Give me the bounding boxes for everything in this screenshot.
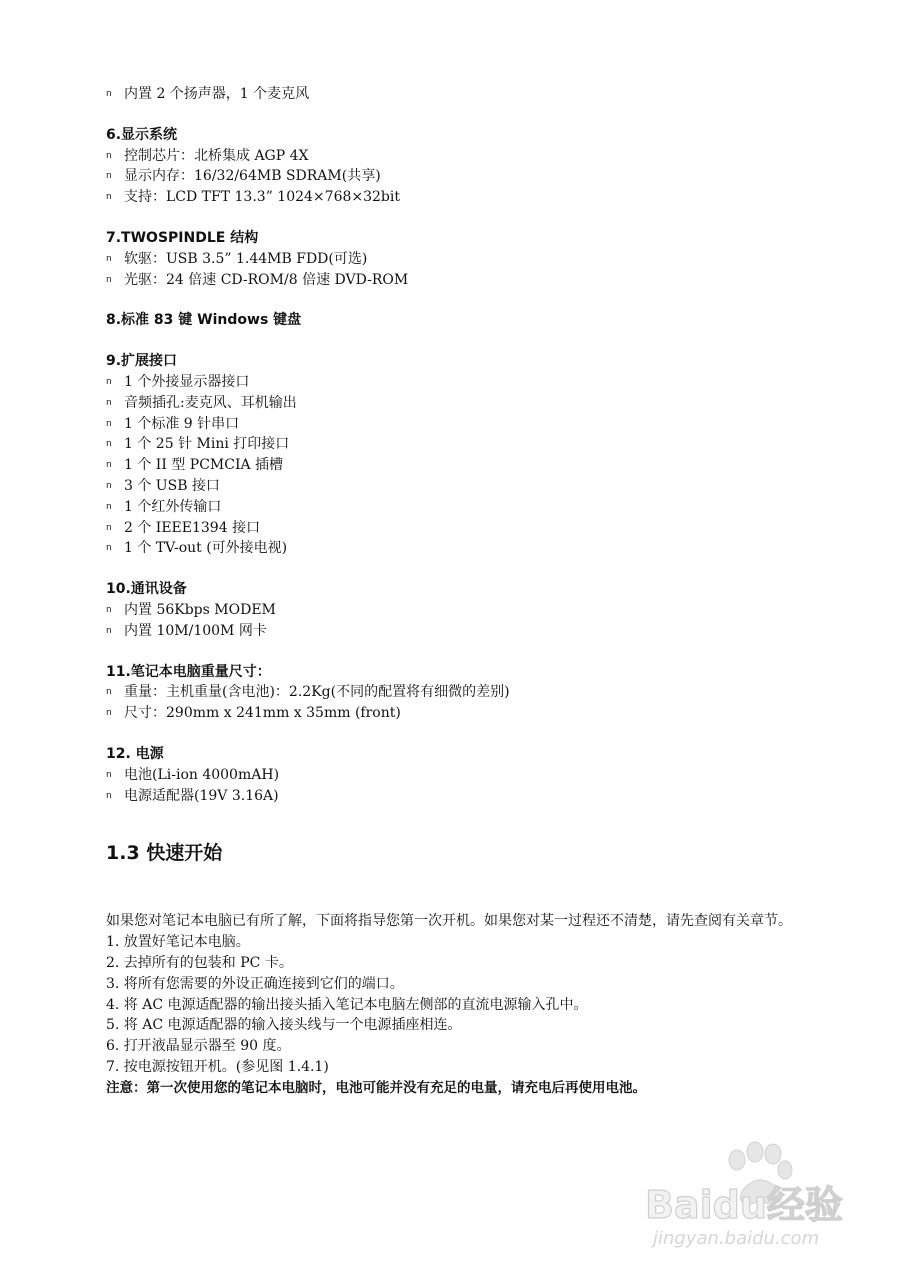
list-item (106, 682, 836, 703)
section-heading: 12. 电源 (106, 745, 164, 762)
bullet-icon: n (106, 150, 112, 161)
watermark-url: jingyan.baidu.com (653, 1228, 820, 1249)
bullet-icon: n (106, 439, 112, 450)
list-item (106, 600, 836, 621)
list-item (106, 249, 836, 270)
section-heading: 6.显示系统 (106, 126, 178, 143)
bullet-icon: n (106, 708, 112, 719)
list-item (106, 786, 836, 807)
quick-start-step: 3. 将所有您需要的外设正确连接到它们的端口。 (106, 975, 404, 992)
bullet-icon: n (106, 501, 112, 512)
list-item-text: 内置 2 个扬声器，1 个麦克风 (124, 86, 310, 102)
list-item-text: 电源适配器(19V 3.16A) (124, 787, 279, 804)
quick-start-step: 4. 将 AC 电源适配器的输出接头插入笔记本电脑左侧部的直流电源输入孔中。 (106, 996, 588, 1013)
list-item-text: 重量：主机重量(含电池)：2.2Kg(不同的配置将有细微的差别) (124, 684, 510, 701)
quick-start-step: 2. 去掉所有的包装和 PC 卡。 (106, 954, 293, 971)
list-item-text: 1 个 25 针 Mini 打印接口 (124, 436, 290, 453)
quick-start-intro: 如果您对笔记本电脑已有所了解，下面将指导您第一次开机。如果您对某一过程还不清楚，请先查阅有关章节。 (106, 913, 792, 930)
list-item-text: 音频插孔:麦克风、耳机输出 (124, 394, 297, 411)
list-item-text: 内置 10M/100M 网卡 (124, 622, 267, 639)
bullet-icon: n (106, 522, 112, 533)
section-heading: 7.TWOSPINDLE 结构 (106, 229, 259, 246)
bullet-icon: n (106, 687, 112, 698)
list-item-text: 尺寸：290mm x 241mm x 35mm (front) (124, 705, 401, 722)
bullet-icon: n (106, 790, 112, 801)
quick-start-step: 5. 将 AC 电源适配器的输入接头线与一个电源插座相连。 (106, 1017, 462, 1034)
quick-start-step: 7. 按电源按钮开机。(参见图 1.4.1) (106, 1058, 329, 1075)
list-item (106, 518, 836, 539)
list-item (106, 703, 836, 724)
list-item-text: 1 个红外传输口 (124, 498, 222, 515)
list-item (106, 166, 836, 187)
list-item-text: 显示内存：16/32/64MB SDRAM(共享) (124, 168, 381, 185)
list-item-text: 光驱：24 倍速 CD-ROM/8 倍速 DVD-ROM (124, 271, 409, 288)
list-item-text: 电池(Li-ion 4000mAH) (124, 766, 280, 783)
list-item-text: 1 个外接显示器接口 (124, 373, 250, 390)
bullet-icon: n (106, 397, 112, 408)
quick-start-step: 1. 放置好笔记本电脑。 (106, 934, 250, 951)
bullet-icon: n (106, 253, 112, 264)
list-item-text: 控制芯片：北桥集成 AGP 4X (124, 147, 309, 164)
bullet-icon: n (106, 625, 112, 636)
watermark-brand: Baidu经验 (645, 1183, 843, 1227)
section-heading: 11.笔记本电脑重量尺寸： (106, 663, 271, 680)
list-item-text: 软驱：USB 3.5” 1.44MB FDD(可选) (124, 250, 368, 267)
bullet-icon: n (106, 376, 112, 387)
section-heading: 9.扩展接口 (106, 353, 178, 370)
bullet-icon: n (106, 418, 112, 429)
bullet-icon: n (106, 769, 112, 780)
section-heading: 8.标准 83 键 Windows 键盘 (106, 312, 302, 329)
list-item-text: 2 个 IEEE1394 接口 (124, 519, 261, 536)
section-heading: 10.通讯设备 (106, 581, 187, 598)
bullet-icon: n (106, 171, 112, 182)
list-item-text: 1 个标准 9 针串口 (124, 415, 240, 432)
list-item-text: 内置 56Kbps MODEM (124, 601, 276, 618)
list-item (106, 146, 836, 167)
list-item (106, 84, 836, 105)
bullet-icon: n (106, 274, 112, 285)
list-item-text: 1 个 II 型 PCMCIA 插槽 (124, 457, 284, 474)
section-title-quick-start: 1.3 快速开始 (106, 842, 223, 865)
list-item (106, 270, 836, 291)
list-item (106, 621, 836, 642)
quick-start-step: 6. 打开液晶显示器至 90 度。 (106, 1038, 291, 1055)
list-item (106, 187, 836, 208)
list-item-text: 1 个 TV-out (可外接电视) (124, 540, 288, 557)
quick-start-steps (106, 932, 836, 1078)
bullet-icon: n (106, 604, 112, 615)
baidu-jingyan-watermark (645, 1140, 860, 1250)
list-item (106, 372, 836, 393)
list-item (106, 455, 836, 476)
list-item (106, 765, 836, 786)
bullet-icon: n (106, 460, 112, 471)
list-item-text: 3 个 USB 接口 (124, 477, 220, 494)
list-item (106, 476, 836, 497)
document-page (106, 84, 836, 1098)
list-item (106, 393, 836, 414)
bullet-icon: n (106, 543, 112, 554)
list-item (106, 434, 836, 455)
bullet-icon: n (106, 89, 112, 99)
battery-note: 注意：第一次使用您的笔记本电脑时，电池可能并没有充足的电量，请充电后再使用电池。 (106, 1079, 646, 1096)
spec-sections (106, 84, 836, 806)
list-item (106, 497, 836, 518)
bullet-icon: n (106, 192, 112, 203)
list-item-text: 支持：LCD TFT 13.3” 1024×768×32bit (124, 189, 400, 206)
bullet-icon: n (106, 480, 112, 491)
list-item (106, 414, 836, 435)
list-item (106, 538, 836, 559)
